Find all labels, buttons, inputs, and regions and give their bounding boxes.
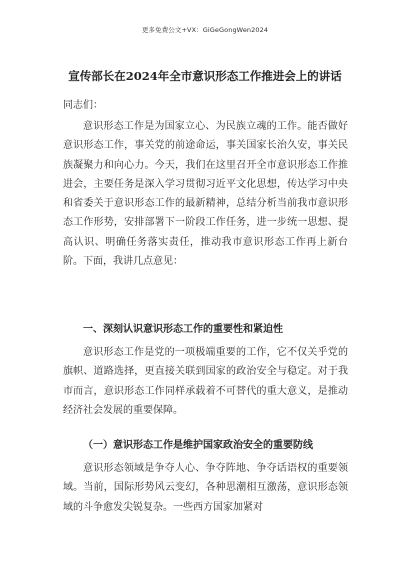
section-1-1-paragraph: 意识形态领域是争夺人心、争夺阵地、争夺话语权的重要领域。当前，国际形势风云变幻，各种思潮相互激荡，意识形态领域的斗争愈发尖锐复杂。一些西方国家加紧对 <box>63 463 348 513</box>
salutation: 同志们： <box>63 100 103 111</box>
header-note: 更多免费公文+VX：GiGeGongWen2024 <box>141 26 269 34</box>
section-1-heading: 一、深刻认识意识形态工作的重要性和紧迫性 <box>83 324 283 335</box>
section-1-paragraph: 意识形态工作是党的一项极端重要的工作，它不仅关乎党的旗帜、道路选择，更直接关联到国家的政治安全与稳定。对于我市而言，意识形态工作同样承载着不可替代的重大意义，是推动经济社会发展的重要保障。 <box>63 347 348 416</box>
document-title: 宣传部长在2024年全市意识形态工作推进会上的讲话 <box>68 69 342 83</box>
intro-paragraph: 意识形态工作是为国家立心、为民族立魂的工作。能否做好意识形态工作，事关党的前途命运，事关国家长治久安，事关民族凝聚力和向心力。今天，我们在这里召开全市意识形态工作推进会，主要任务是深入学习贯彻习近平文化思想，传达学习中央和省委关于意识形态工作的最新精神，总结分析当前我市意识形态工作形势，安排部署下一阶段工作任务，进一步统一思想、提高认识、明确任务落实责任，推动我市意识形态工作再上新台阶。下面，我讲几点意见： <box>63 121 348 268</box>
section-1-1-heading: （一）意识形态工作是维护国家政治安全的重要防线 <box>83 440 313 451</box>
